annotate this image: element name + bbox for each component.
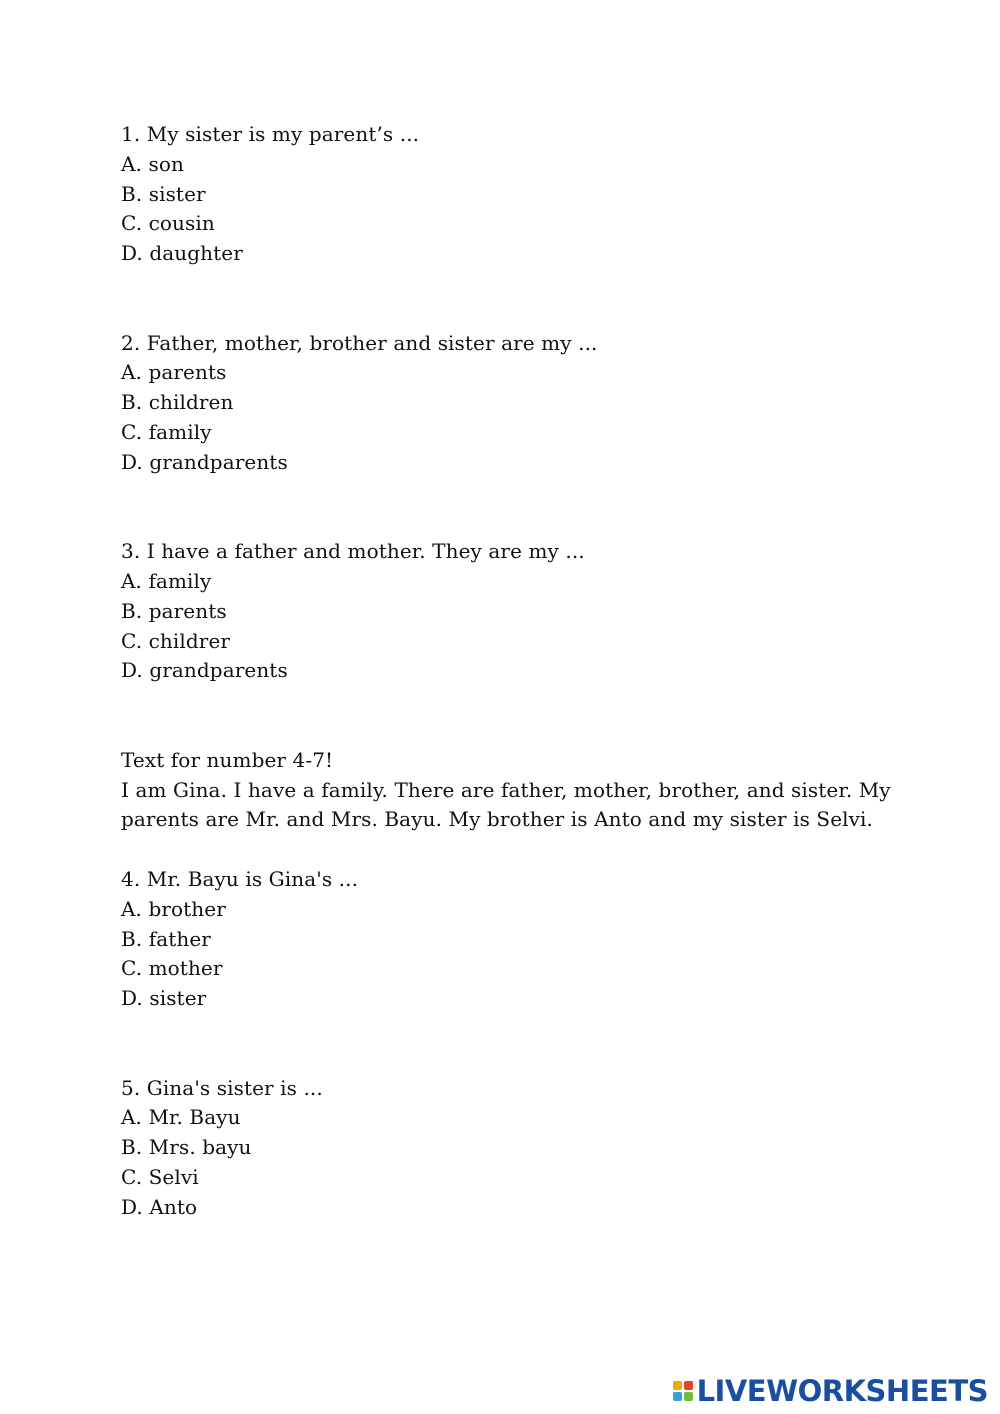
spacer [121, 269, 881, 329]
question-prompt: 4. Mr. Bayu is Gina's ... [121, 866, 359, 891]
passage-text-line: parents are Mr. and Mrs. Bayu. My brother is Anto and my sister is Selvi. [121, 807, 873, 832]
answer-option[interactable]: A. Mr. Bayu [121, 1105, 241, 1130]
liveworksheets-logo [673, 1374, 988, 1408]
logo-square [684, 1392, 693, 1401]
question-prompt: 5. Gina's sister is ... [121, 1075, 323, 1100]
question-prompt: 3. I have a father and mother. They are my ... [121, 539, 585, 564]
spacer [121, 835, 881, 865]
answer-option[interactable]: B. parents [121, 598, 227, 623]
answer-option[interactable]: A. son [121, 151, 184, 176]
logo-square [673, 1381, 682, 1390]
logo-mark-icon [673, 1381, 693, 1401]
question-prompt: 1. My sister is my parent’s ... [121, 122, 420, 146]
question-2 [121, 329, 881, 478]
answer-option[interactable]: C. cousin [121, 211, 215, 236]
worksheet-content [121, 120, 891, 1222]
answer-option[interactable]: B. father [121, 926, 211, 951]
spacer [121, 478, 881, 538]
passage-text-line: I am Gina. I have a family. There are father, mother, brother, and sister. My [121, 777, 891, 802]
spacer [121, 686, 881, 746]
question-5 [121, 1074, 881, 1223]
question-prompt: 2. Father, mother, brother and sister are my ... [121, 330, 598, 355]
answer-option[interactable]: B. Mrs. bayu [121, 1135, 252, 1160]
answer-option[interactable]: D. grandparents [121, 658, 288, 683]
answer-option[interactable]: D. daughter [121, 241, 243, 266]
answer-option[interactable]: C. mother [121, 956, 223, 981]
answer-option[interactable]: A. brother [121, 896, 226, 921]
answer-option[interactable]: C. family [121, 419, 212, 444]
answer-option[interactable]: D. grandparents [121, 449, 288, 474]
answer-option[interactable]: D. sister [121, 986, 207, 1011]
passage-heading: Text for number 4-7! [121, 747, 334, 772]
reading-passage [121, 746, 891, 835]
spacer [121, 1014, 881, 1074]
logo-text: LIVEWORKSHEETS [696, 1374, 988, 1408]
logo-square [684, 1381, 693, 1390]
logo-square [673, 1392, 682, 1401]
answer-option[interactable]: D. Anto [121, 1194, 198, 1219]
answer-option[interactable]: A. parents [121, 360, 227, 385]
answer-option[interactable]: B. children [121, 390, 234, 415]
question-4 [121, 865, 881, 1014]
answer-option[interactable]: B. sister [121, 181, 206, 206]
answer-option[interactable]: C. Selvi [121, 1164, 199, 1189]
answer-option[interactable]: A. family [121, 568, 212, 593]
answer-option[interactable]: C. childrer [121, 628, 231, 653]
question-3 [121, 537, 881, 686]
question-1 [121, 120, 881, 269]
